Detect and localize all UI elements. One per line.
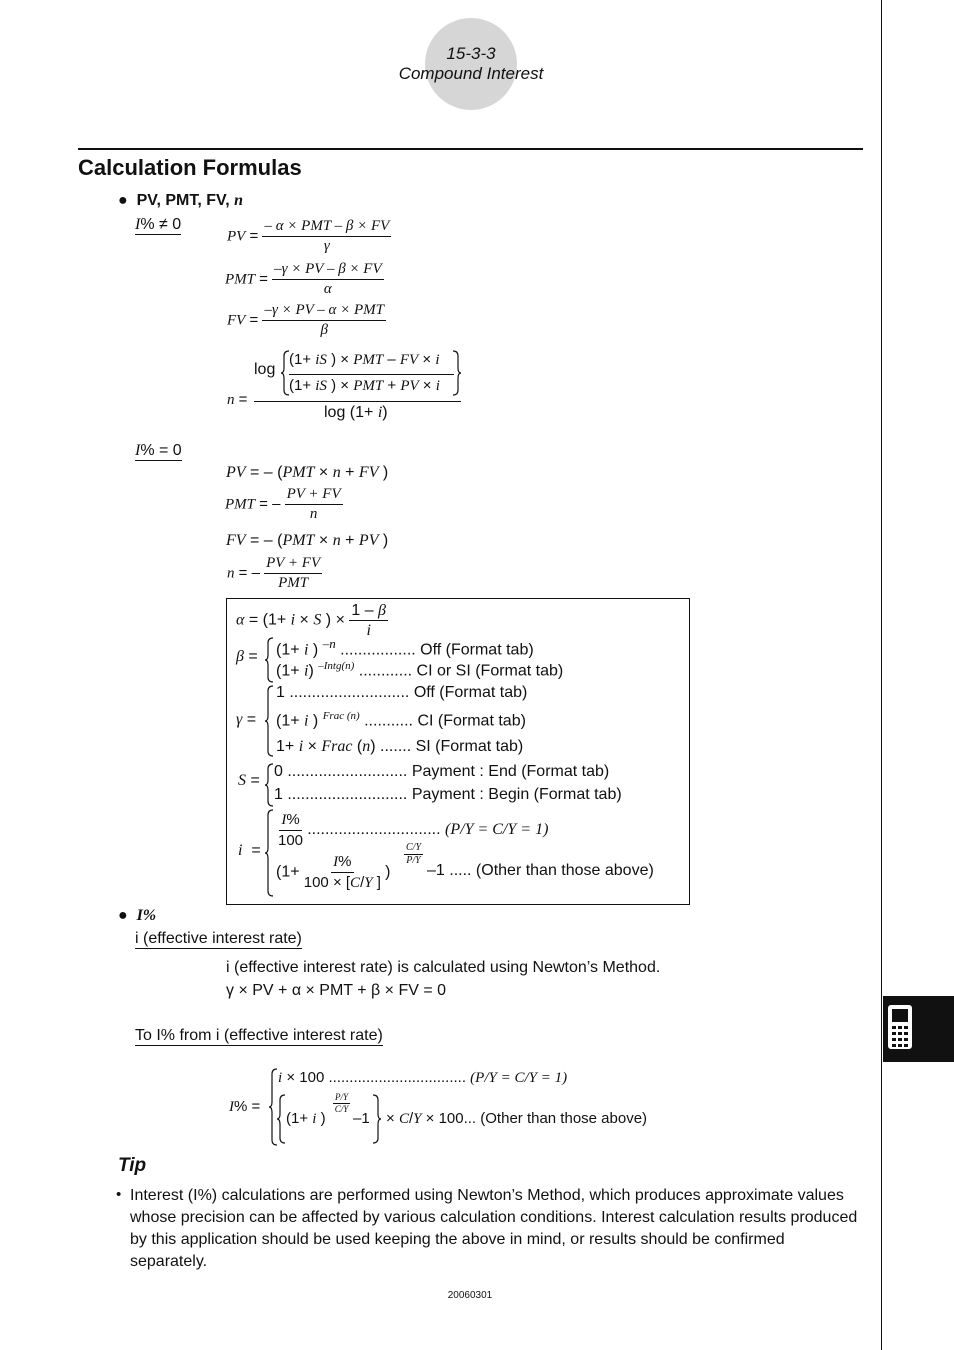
tip-bullet: • (116, 1186, 122, 1203)
formula-n-top: (1+ iS ) × PMT – FV × i (289, 351, 440, 368)
def-i-eq: $\frac{I\%}{100}$ .............................. (P/Y = C/Y = 1) (278, 811, 549, 849)
iperc-other-minus: –1 (353, 1110, 370, 1127)
gamma-brace (264, 685, 274, 757)
formula-n-denominator: log (1+ i) (324, 404, 388, 421)
def-gamma-ci: (1+ i ) $^{Frac (n)}$ ........... CI (Format tab) (276, 710, 526, 730)
effective-rate-heading: i (effective interest rate) (135, 930, 302, 947)
formula-n-log: log (254, 361, 276, 378)
side-tab[interactable] (883, 996, 954, 1062)
formula-n-bar (254, 401, 461, 402)
newton-equation: γ × PV + α × PMT + β × FV = 0 (226, 982, 447, 999)
condition-i-zero: I% = 0 (135, 442, 182, 459)
def-i-symbol: i = (238, 842, 261, 859)
formula-fv: FV = $\frac{\text{–γ × PV – α × PMT}}{\beta}$ (227, 302, 385, 338)
formula-pv: PV = $\frac{\text{– α × PMT – β × FV}}{\gamma}$ (227, 218, 390, 254)
formula-n-zero: n = – $\frac{PV + FV}{\text{PMT}}$ (227, 555, 321, 591)
i-brace (264, 809, 274, 897)
tip-title: Tip (118, 1155, 147, 1176)
iperc-other-label: × C/Y × 100... (Other than those above) (386, 1110, 648, 1127)
iperc-inner-left-brace (276, 1094, 286, 1144)
beta-brace (264, 637, 274, 683)
footer-code: 20060301 (447, 1290, 493, 1301)
right-margin-line (881, 0, 882, 1350)
header-rule (78, 148, 863, 150)
def-beta-off: (1+ i ) $^{-n}$ ................. Off (Format tab) (276, 636, 534, 659)
tip-text: Interest (I%) calculations are performed using Newton’s Method, which produces approximate values whose precision can be affected by various calculation conditions. Interest calculation results produced by this application should be used keeping the above in mind, or results should be confirmed separately. (130, 1187, 858, 1270)
def-s-end: 0 ........................... Payment : End (Format tab) (274, 763, 610, 780)
iperc-eq: i × 100 ................................. (P/Y = C/Y = 1) (278, 1069, 568, 1086)
formula-n-bottom: (1+ iS ) × PMT + PV × i (289, 377, 440, 394)
iperc-other-exponent: $\frac{P/Y}{C/Y}$ (334, 1092, 349, 1114)
formula-pmt-zero: PMT = – $\frac{PV + FV}{n}$ (225, 486, 341, 522)
formula-n: n = (227, 391, 248, 408)
to-i-percent-heading: To I% from i (effective interest rate) (135, 1027, 383, 1044)
iperc-symbol: I% = (229, 1098, 261, 1115)
bullet-i-percent: ● I% (118, 907, 157, 924)
iperc-inner-right-brace (372, 1094, 382, 1144)
bullet-pv-pmt-fv-n: ● PV, PMT, FV, n (118, 192, 243, 209)
section-number: 15-3-3 (446, 44, 496, 63)
formula-n-right-brace (452, 350, 462, 396)
newton-line: i (effective interest rate) is calculated using Newton’s Method. (226, 959, 661, 976)
iperc-other-base: (1+ i ) (286, 1110, 326, 1127)
section-title: Compound Interest (398, 64, 544, 83)
page-heading: Calculation Formulas (78, 155, 302, 180)
def-gamma-symbol: γ = (236, 711, 257, 728)
def-i-other: (1+ $\frac{I\%}{100 \times [C/Y ]}$ ) (276, 853, 391, 891)
def-i-exponent: $\frac{C/Y}{P/Y}$ (406, 842, 422, 866)
def-gamma-si: 1+ i × Frac (n) ....... SI (Format tab) (276, 738, 524, 755)
formula-fv-zero: FV = – (PMT × n + PV ) (226, 532, 389, 549)
def-alpha: α = (1+ i × S ) × $\frac{1 - \beta}{i}$ (236, 602, 387, 639)
condition-i-nonzero: I% ≠ 0 (135, 216, 182, 233)
formula-n-inner-bar (289, 374, 454, 375)
def-gamma-off: 1 ........................... Off (Format tab) (276, 684, 528, 701)
s-brace (264, 763, 274, 807)
def-s-symbol: S = (238, 772, 260, 789)
formula-pv-zero: PV = – (PMT × n + FV ) (226, 464, 389, 481)
def-s-begin: 1 ........................... Payment : Begin (Format tab) (274, 786, 622, 803)
def-beta-ci-si: (1+ i) $^{-Intg(n)}$ ............ CI or SI (Format tab) (276, 660, 564, 680)
calculator-icon (887, 1004, 913, 1055)
formula-pmt: PMT = $\frac{-\gamma \times PV - \beta \times FV}{\alpha}$ (225, 261, 382, 297)
def-beta-symbol: β = (236, 648, 258, 665)
def-i-other-label: –1 ..... (Other than those above) (427, 862, 654, 879)
